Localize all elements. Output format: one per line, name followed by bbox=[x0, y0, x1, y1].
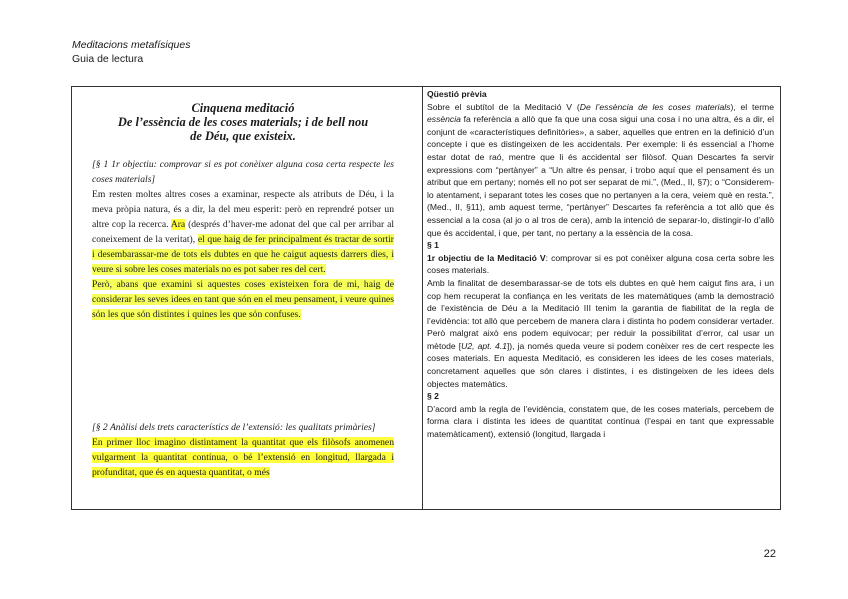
highlighted-text: el que haig de fer principalment és tractar de sortir i desembarassar-me de tots els dubtes en que he caigut aquests darrers dies, i veure si sobre les coses materials no es pot saber res del cert. bbox=[92, 234, 394, 275]
document-title: Meditacions metafísiques bbox=[72, 39, 191, 51]
title-line: Cinquena meditació bbox=[191, 101, 295, 115]
objective-line bbox=[427, 252, 774, 277]
text-run: : comprovar si es pot conèixer alguna cosa certa sobre les coses materials. bbox=[427, 252, 774, 276]
italic-run: essència bbox=[427, 114, 461, 125]
meditation-title bbox=[92, 101, 394, 143]
title-line: De l’essència de les coses materials; i de bell nou bbox=[117, 115, 369, 129]
text-run: Em resten moltes altres coses a examinar, respecte als atributs de Déu, i la meva pròpia natura, és a dir, la del meu esperit: però en reprendré potser un altre cop la recerca. bbox=[92, 189, 394, 230]
spacer bbox=[92, 322, 394, 420]
source-text-column bbox=[92, 101, 394, 509]
section-2-heading: [§ 2 Anàlisi dels trets característics de l’extensió: les qualitats primàries] bbox=[92, 422, 376, 433]
paragraph-1 bbox=[92, 187, 394, 277]
paragraph-3 bbox=[92, 435, 394, 480]
highlighted-text: haig de considerar les seves idees en tant que són en el meu pensament, i veure quines són les que són distintes i quines les que són confuses. bbox=[92, 279, 394, 320]
text-run: Sobre el subtítol de la Meditació V ( bbox=[427, 101, 580, 112]
highlighted-text: Però, abans que examini si aquestes coses existeixen fora de mi, bbox=[92, 279, 364, 290]
column-divider bbox=[422, 87, 423, 509]
italic-run: U2, apt. 4.1 bbox=[461, 340, 507, 351]
section-mark: § 1 bbox=[427, 240, 439, 251]
paragraph-2 bbox=[92, 277, 394, 322]
two-column-table bbox=[71, 86, 781, 510]
title-line: de Déu, que existeix. bbox=[190, 129, 296, 143]
text-run: (després d’haver-me adonat del que cal per arribar al coneixement de la veritat), bbox=[92, 219, 394, 245]
commentary-column bbox=[427, 88, 774, 510]
document-subtitle: Guia de lectura bbox=[72, 53, 144, 65]
question-heading: Qüestió prèvia bbox=[427, 89, 487, 99]
highlighted-word: Ara bbox=[170, 219, 186, 230]
bold-run: 1r objectiu de la Meditació V bbox=[427, 252, 546, 263]
question-paragraph bbox=[427, 101, 774, 240]
section-1-heading: [§ 1 1r objectiu: comprovar si es pot conèixer alguna cosa certa respecte les coses materials] bbox=[92, 159, 394, 185]
text-run: ]), ja només queda veure si podem conèixer res de cert respecte les coses materials. En aquesta Meditació, es consideren les idees de les coses materials, concretament aquelles que són clares i distintes, i es distingeixen de les idees dels objectes matemàtics. bbox=[427, 340, 774, 389]
text-run: Amb la finalitat de desembarassar-se de tots els dubtes en què hem caigut fins ara, i un cop hem recuperat la confiança en les veritats de les matemàtiques (amb la demostració de l’existència de Déu a la Meditació III tenim la garantia de fiabilitat de la regla de l’evidència: tot allò que percebem de manera clara i distinta ho podem considerar vertader. Però malgrat això ens podem equivocar; per reduir la possibilitat d’error, cal usar un mètode [ bbox=[427, 277, 774, 351]
section-1-commentary bbox=[427, 277, 774, 390]
running-header bbox=[72, 38, 190, 66]
section-mark: § 2 bbox=[427, 391, 439, 402]
text-run: ), el terme bbox=[730, 101, 774, 112]
italic-run: De l’essència de les coses materials bbox=[579, 101, 731, 112]
highlighted-text: En primer lloc imagino distintament la quantitat que els filòsofs anomenen vulgarment la quantitat contínua, o bé l’extensió en longitud, llargada i profunditat, que és en aquesta quantitat, o més bbox=[92, 437, 394, 478]
section-2-commentary: D’acord amb la regla de l’evidència, constatem que, de les coses materials, percebem de forma clara i distinta les idees de quantitat contínua (l’espai en tant que expressable matemàticament), extensió (longitud, llargada i bbox=[427, 403, 774, 440]
text-run: fa referència a allò que fa que una cosa sigui una cosa i no una altra, és a dir, el conjunt de «característiques definitòries», a saber, aquelles que entren en la definició d’un concepte i que es distingeixen de les accidentals. Per exemple: li és essencial a l’home estar dotat de raó, mentre que li és accidental ser filòsof. Quan Descartes fa servir expressions com “pertànyer” a “Un altre és pensar, i trobo aquí que el pensament és un atribut que em pertany; només ell no pot ser separat de mi.”, (Med., II, §7); o “Considerem-lo atentament, i separant totes les coses que no pertanyen a la cera, veiem què en resta.”, (Med., II, §11), amb aquest terme, “pertànyer” Descartes fa referència a tot allò que és essencial a la cosa (al jo o al tros de cera), amb la intenció de separar-lo, distingir-lo d’allò que és accidental, i que, per tant, no pertany a la essència de la cosa. bbox=[427, 114, 774, 238]
page-number: 22 bbox=[763, 548, 776, 560]
